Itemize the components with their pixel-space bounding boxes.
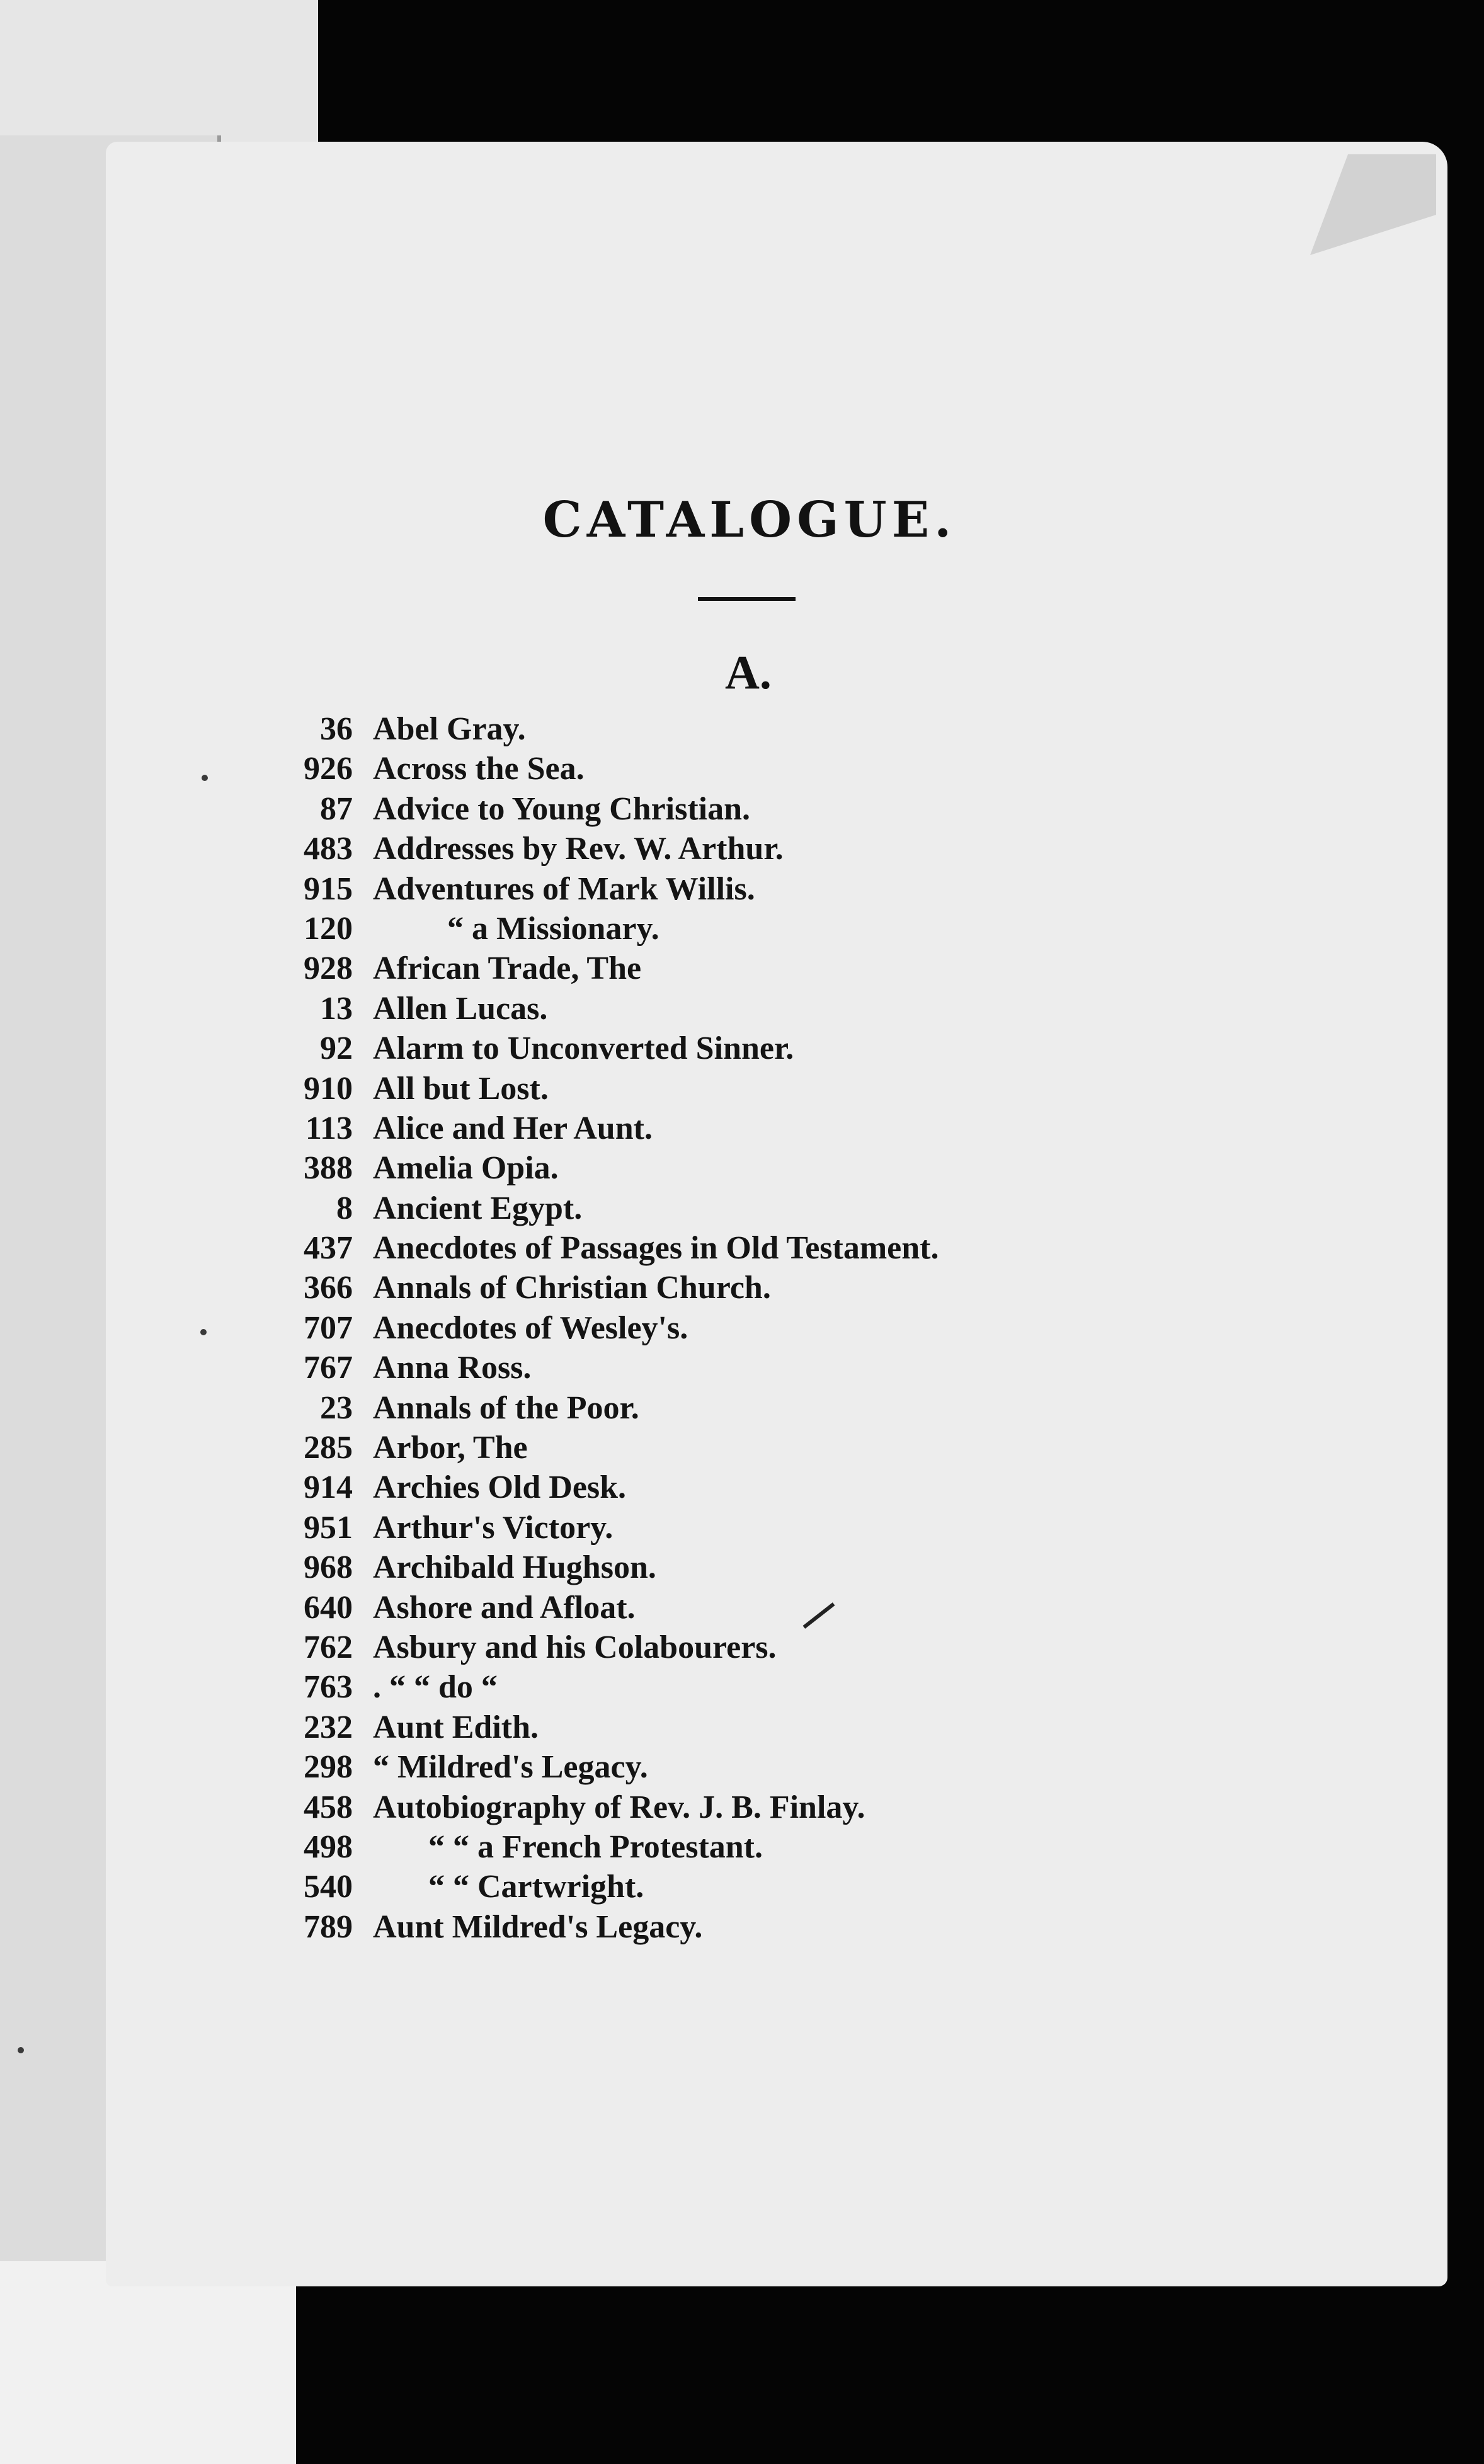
catalogue-entry: [265, 1709, 939, 1748]
entry-number: 87: [320, 790, 353, 827]
speck: [202, 775, 208, 781]
entry-title: Anecdotes of Wesley's.: [373, 1309, 688, 1346]
catalogue-entry: [265, 870, 939, 910]
catalogue-entry: [265, 1190, 939, 1229]
entry-title: Autobiography of Rev. J. B. Finlay.: [373, 1789, 865, 1825]
entry-title: Archies Old Desk.: [373, 1469, 627, 1506]
entry-number: 763: [304, 1669, 353, 1706]
catalogue-entry: [265, 910, 939, 950]
catalogue-entry: [265, 830, 939, 870]
catalogue-entry: [265, 1030, 939, 1069]
entry-number: 926: [304, 751, 353, 787]
entry-title: Annals of Christian Church.: [373, 1270, 771, 1306]
entry-number: 762: [304, 1629, 353, 1665]
section-letter: A.: [725, 646, 772, 699]
title-rule: [698, 597, 796, 601]
entry-number: 232: [304, 1709, 353, 1745]
catalogue-entry: [265, 950, 939, 990]
entry-title: Annals of the Poor.: [373, 1389, 639, 1426]
entry-number: 36: [320, 711, 353, 747]
entry-title: Alice and Her Aunt.: [373, 1110, 653, 1146]
entry-title: Alarm to Unconverted Sinner.: [373, 1030, 794, 1067]
entry-number: 298: [304, 1749, 353, 1786]
entry-title: Ashore and Afloat.: [373, 1589, 636, 1626]
entry-number: 540: [304, 1869, 353, 1905]
catalogue-entry: [265, 1589, 939, 1629]
entry-number: 388: [304, 1150, 353, 1187]
entry-title: “ Mildred's Legacy.: [373, 1749, 648, 1786]
catalogue-entry: [265, 1070, 939, 1110]
paper-flap-bottom: [0, 2261, 296, 2464]
catalogue-entry: [265, 1389, 939, 1429]
entry-number: 120: [304, 910, 353, 947]
entry-title: Archibald Hughson.: [373, 1549, 656, 1586]
entry-title: Aunt Edith.: [373, 1709, 539, 1745]
catalogue-entry: [265, 1269, 939, 1309]
entry-title: Anecdotes of Passages in Old Testament.: [373, 1230, 939, 1267]
entry-number: 366: [304, 1270, 353, 1306]
entry-title: Ancient Egypt.: [373, 1190, 583, 1226]
entry-title: Abel Gray.: [373, 711, 526, 747]
catalogue-entry: [265, 1429, 939, 1469]
catalogue-entry: [265, 1509, 939, 1549]
catalogue-entry: [265, 1629, 939, 1668]
entry-title: “ “ a French Protestant.: [428, 1828, 763, 1865]
catalogue-entry: [265, 1110, 939, 1149]
entry-title: “ a Missionary.: [447, 910, 659, 947]
catalogue-entry: [265, 1908, 939, 1948]
catalogue-entry: [265, 790, 939, 830]
catalogue-entry: [265, 1668, 939, 1708]
catalogue-entry: [265, 1309, 939, 1349]
catalogue-entry: [265, 1349, 939, 1389]
entry-number: 113: [305, 1110, 353, 1146]
entry-number: 458: [304, 1789, 353, 1825]
entry-number: 483: [304, 831, 353, 867]
catalogue-entry: [265, 1868, 939, 1908]
entry-title: Across the Sea.: [373, 751, 585, 787]
speck: [200, 1329, 207, 1335]
entry-number: 915: [304, 870, 353, 907]
page-title: CATALOGUE.: [542, 491, 957, 549]
entry-title: Anna Ross.: [373, 1350, 532, 1386]
catalogue-entry: [265, 1789, 939, 1828]
entry-number: 23: [320, 1389, 353, 1426]
catalogue-entry: [265, 710, 939, 750]
entry-number: 789: [304, 1908, 353, 1945]
entry-number: 8: [336, 1190, 353, 1226]
catalogue-entry: [265, 1469, 939, 1509]
catalogue-entry: [265, 1149, 939, 1189]
catalogue-list: [265, 710, 939, 1948]
catalogue-entry: [265, 990, 939, 1030]
entry-title: Aunt Mildred's Legacy.: [373, 1908, 703, 1945]
entry-title: Advice to Young Christian.: [373, 790, 751, 827]
entry-number: 767: [304, 1350, 353, 1386]
entry-title: “ “ Cartwright.: [428, 1869, 644, 1905]
entry-title: Adventures of Mark Willis.: [373, 870, 755, 907]
entry-number: 928: [304, 950, 353, 987]
catalogue-entry: [265, 1828, 939, 1868]
entry-title: Allen Lucas.: [373, 990, 548, 1027]
entry-title: All but Lost.: [373, 1070, 549, 1107]
catalogue-entry: [265, 1748, 939, 1788]
entry-number: 437: [304, 1230, 353, 1267]
entry-number: 92: [320, 1030, 353, 1067]
catalogue-entry: [265, 1549, 939, 1588]
entry-number: 498: [304, 1828, 353, 1865]
entry-number: 285: [304, 1430, 353, 1466]
entry-number: 914: [304, 1469, 353, 1506]
entry-number: 910: [304, 1070, 353, 1107]
entry-title: Amelia Opia.: [373, 1150, 559, 1187]
speck: [18, 2047, 24, 2053]
entry-number: 640: [304, 1589, 353, 1626]
paper-flap-top: [0, 0, 318, 151]
entry-title: Asbury and his Colabourers.: [373, 1629, 777, 1665]
catalogue-entry: [265, 1229, 939, 1269]
entry-title: Arthur's Victory.: [373, 1509, 614, 1546]
entry-title: African Trade, The: [373, 950, 642, 987]
entry-number: 968: [304, 1549, 353, 1586]
entry-number: 707: [304, 1309, 353, 1346]
entry-title: . “ “ do “: [373, 1669, 498, 1706]
entry-title: Arbor, The: [373, 1430, 528, 1466]
entry-title: Addresses by Rev. W. Arthur.: [373, 831, 784, 867]
catalogue-entry: [265, 750, 939, 790]
entry-number: 13: [320, 990, 353, 1027]
entry-number: 951: [304, 1509, 353, 1546]
